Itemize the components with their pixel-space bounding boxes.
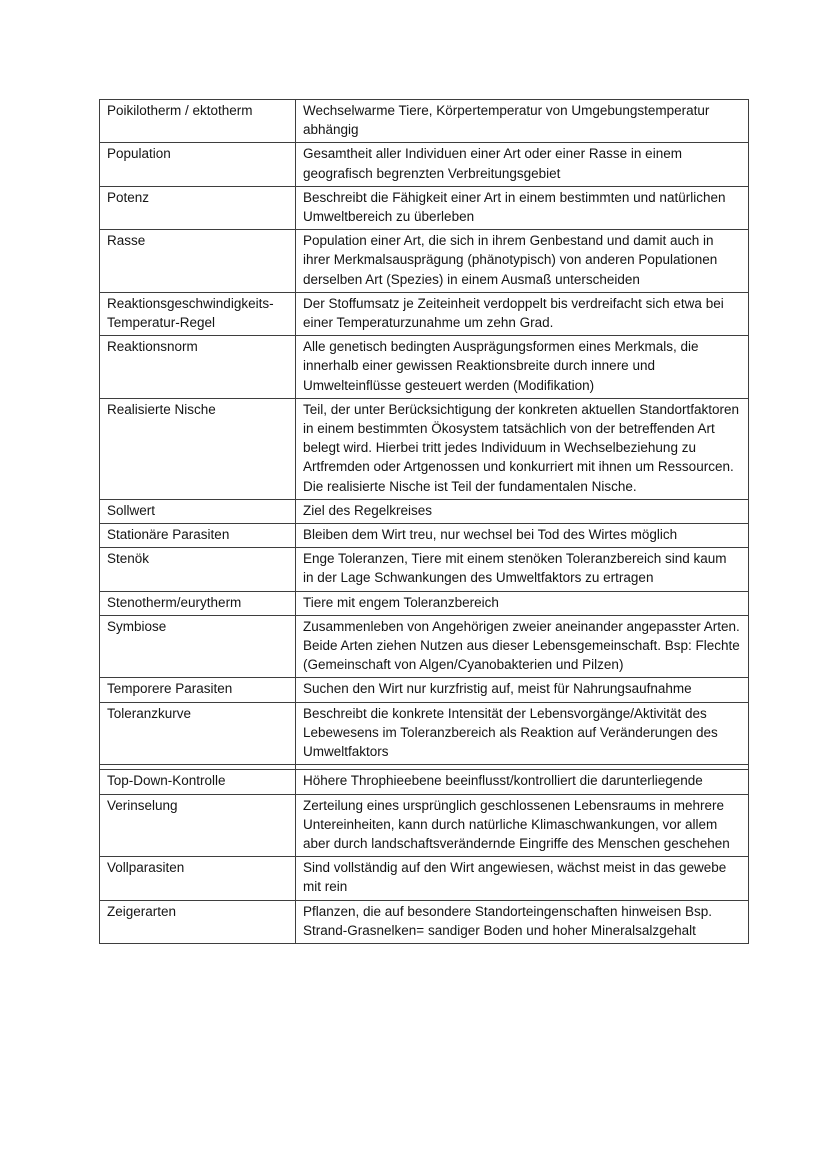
term-cell: Reaktionsnorm [100, 336, 296, 399]
definition-cell: Höhere Throphieebene beeinflusst/kontrolliert die darunterliegende [296, 770, 749, 794]
table-row [100, 292, 749, 335]
table-row [100, 186, 749, 229]
definition-cell: Der Stoffumsatz je Zeiteinheit verdoppelt bis verdreifacht sich etwa bei einer Temperaturzunahme um zehn Grad. [296, 292, 749, 335]
glossary-table [99, 99, 749, 944]
table-row [100, 794, 749, 857]
table-row [100, 499, 749, 523]
table-row [100, 100, 749, 143]
term-cell: Temporere Parasiten [100, 678, 296, 702]
term-cell: Potenz [100, 186, 296, 229]
term-cell: Sollwert [100, 499, 296, 523]
table-row [100, 770, 749, 794]
table-row [100, 857, 749, 900]
table-row [100, 398, 749, 499]
term-cell: Top-Down-Kontrolle [100, 770, 296, 794]
term-cell: Poikilotherm / ektotherm [100, 100, 296, 143]
table-row [100, 336, 749, 399]
term-cell: Reaktionsgeschwindigkeits-Temperatur-Regel [100, 292, 296, 335]
definition-cell: Enge Toleranzen, Tiere mit einem stenöken Toleranzbereich sind kaum in der Lage Schwankungen des Umweltfaktors zu ertragen [296, 548, 749, 591]
definition-cell: Tiere mit engem Toleranzbereich [296, 591, 749, 615]
table-row [100, 230, 749, 293]
definition-cell: Ziel des Regelkreises [296, 499, 749, 523]
definition-cell: Gesamtheit aller Individuen einer Art oder einer Rasse in einem geografisch begrenzten Verbreitungsgebiet [296, 143, 749, 186]
term-cell: Stationäre Parasiten [100, 524, 296, 548]
definition-cell: Alle genetisch bedingten Ausprägungsformen eines Merkmals, die innerhalb einer gewissen Reaktionsbreite durch innere und Umwelteinflüsse gesteuert werden (Modifikation) [296, 336, 749, 399]
definition-cell: Pflanzen, die auf besondere Standorteingenschaften hinweisen Bsp. Strand-Grasnelken= sandiger Boden und hoher Mineralsalzgehalt [296, 900, 749, 943]
table-row [100, 143, 749, 186]
definition-cell: Wechselwarme Tiere, Körpertemperatur von Umgebungstemperatur abhängig [296, 100, 749, 143]
term-cell: Stenotherm/eurytherm [100, 591, 296, 615]
table-row [100, 548, 749, 591]
table-row [100, 615, 749, 678]
definition-cell: Beschreibt die Fähigkeit einer Art in einem bestimmten und natürlichen Umweltbereich zu überleben [296, 186, 749, 229]
term-cell: Toleranzkurve [100, 702, 296, 765]
definition-cell: Bleiben dem Wirt treu, nur wechsel bei Tod des Wirtes möglich [296, 524, 749, 548]
table-row [100, 900, 749, 943]
definition-cell: Zerteilung eines ursprünglich geschlossenen Lebensraums in mehrere Untereinheiten, kann durch natürliche Klimaschwankungen, vor allem aber durch landschaftsverändernde Eingriffe des Menschen geschehen [296, 794, 749, 857]
table-row [100, 591, 749, 615]
term-cell: Symbiose [100, 615, 296, 678]
term-cell: Vollparasiten [100, 857, 296, 900]
table-row [100, 678, 749, 702]
table-row [100, 524, 749, 548]
definition-cell: Teil, der unter Berücksichtigung der konkreten aktuellen Standortfaktoren in einem bestimmten Ökosystem tatsächlich von der betreffenden Art belegt wird. Hierbei tritt jedes Individuum in Wechselbeziehung zu Artfremden oder Artgenossen und konkurriert mit ihnen um Ressourcen. Die realisierte Nische ist Teil der fundamentalen Nische. [296, 398, 749, 499]
term-cell: Verinselung [100, 794, 296, 857]
term-cell: Rasse [100, 230, 296, 293]
term-cell: Zeigerarten [100, 900, 296, 943]
term-cell: Population [100, 143, 296, 186]
term-cell: Realisierte Nische [100, 398, 296, 499]
definition-cell: Beschreibt die konkrete Intensität der Lebensvorgänge/Aktivität des Lebewesens im Toleranzbereich als Reaktion auf Veränderungen des Umweltfaktors [296, 702, 749, 765]
definition-cell: Population einer Art, die sich in ihrem Genbestand und damit auch in ihrer Merkmalsausprägung (phänotypisch) von anderen Populationen derselben Art (Spezies) in einem Ausmaß unterscheiden [296, 230, 749, 293]
definition-cell: Suchen den Wirt nur kurzfristig auf, meist für Nahrungsaufnahme [296, 678, 749, 702]
definition-cell: Sind vollständig auf den Wirt angewiesen, wächst meist in das gewebe mit rein [296, 857, 749, 900]
term-cell: Stenök [100, 548, 296, 591]
table-row [100, 702, 749, 765]
definition-cell: Zusammenleben von Angehörigen zweier aneinander angepasster Arten. Beide Arten ziehen Nutzen aus dieser Lebensgemeinschaft. Bsp: Flechte (Gemeinschaft von Algen/Cyanobakterien und Pilzen) [296, 615, 749, 678]
